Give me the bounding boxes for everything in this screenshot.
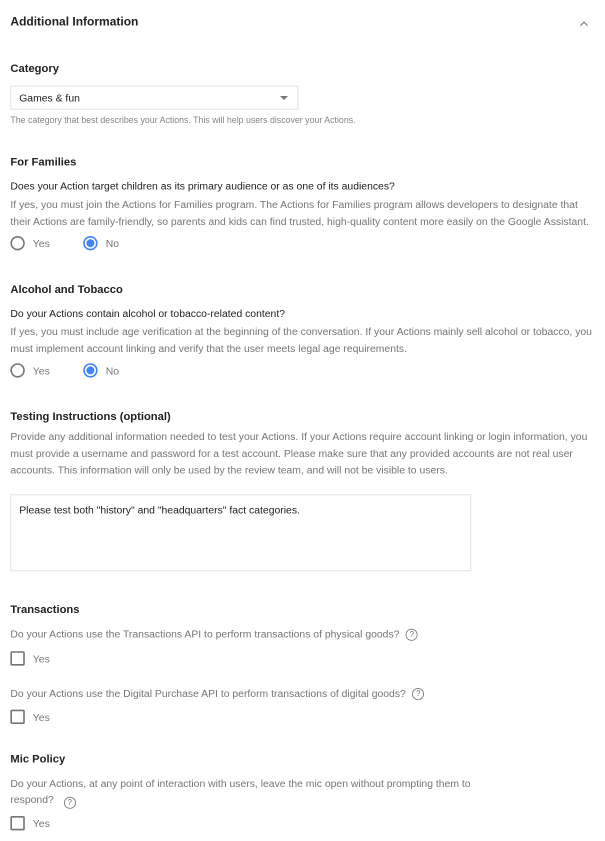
for-families-radio-no[interactable] (83, 236, 119, 250)
transactions-title: Transactions (10, 602, 80, 616)
transactions-physical-question: Do your Actions use the Transactions API to perform transactions of physical goods? (10, 628, 400, 640)
for-families-radio-yes[interactable] (10, 236, 49, 250)
category-helper-text: The category that best describes your Actions. This will help users discover your Actions. (10, 116, 356, 126)
checkbox-label[interactable]: Yes (32, 817, 50, 830)
alcohol-tobacco-radio-yes[interactable] (10, 363, 49, 377)
category-select[interactable] (10, 86, 298, 110)
radio-icon[interactable] (83, 363, 97, 377)
alcohol-tobacco-radio-group (10, 363, 593, 377)
category-selected-value: Games & fun (19, 91, 80, 104)
checkbox-icon[interactable] (10, 816, 24, 830)
dropdown-arrow-icon (280, 96, 288, 100)
radio-icon[interactable] (83, 236, 97, 250)
alcohol-tobacco-radio-no[interactable] (83, 363, 119, 377)
mic-policy-question-row (10, 776, 474, 809)
alcohol-tobacco-section (10, 282, 593, 377)
transactions-section (10, 602, 593, 724)
radio-label[interactable]: Yes (32, 237, 50, 250)
radio-icon[interactable] (10, 236, 24, 250)
help-icon[interactable]: ? (64, 797, 76, 809)
alcohol-tobacco-title: Alcohol and Tobacco (10, 282, 123, 296)
collapse-section-button[interactable] (574, 14, 593, 33)
radio-label[interactable]: No (105, 364, 120, 377)
category-section (10, 62, 593, 127)
transactions-digital-question-row (10, 686, 593, 702)
for-families-question: Does your Action target children as its primary audience or as one of its audiences? (10, 180, 395, 192)
alcohol-tobacco-question: Do your Actions contain alcohol or tobacco-related content? (10, 307, 286, 320)
for-families-description: If yes, you must join the Actions for Families program. The Actions for Families program allows developers to designate that their Actions are family-friendly, so parents and kids can find trusted, high-quality content more easily on the Google Assistant. (10, 198, 589, 228)
testing-instructions-section (10, 410, 593, 576)
mic-policy-section (10, 752, 593, 830)
panel-title: Additional Information (10, 15, 139, 29)
transactions-digital-question: Do your Actions use the Digital Purchase API to perform transactions of digital goods? (10, 687, 406, 700)
testing-instructions-title: Testing Instructions (optional) (10, 409, 171, 423)
for-families-title: For Families (10, 155, 77, 168)
radio-label[interactable]: Yes (32, 364, 50, 377)
testing-instructions-input[interactable] (10, 494, 471, 571)
chevron-up-icon (578, 18, 589, 29)
mic-policy-question: Do your Actions, at any point of interaction with users, leave the mic open without prompting them to respond? (10, 777, 471, 806)
transactions-physical-checkbox[interactable] (10, 651, 593, 665)
testing-instructions-description: Provide any additional information needed to test your Actions. If your Actions require account linking or login information, you must provide a username and password for a test account. Please make sure that any provided accounts are not real user accounts. This information will only be used by the review team, and will not be visible to users. (10, 430, 588, 476)
help-icon[interactable]: ? (412, 688, 424, 700)
checkbox-label[interactable]: Yes (32, 710, 50, 723)
category-label: Category (10, 61, 59, 75)
checkbox-icon[interactable] (10, 710, 24, 724)
radio-icon[interactable] (10, 363, 24, 377)
transactions-digital-checkbox[interactable] (10, 710, 593, 724)
transactions-physical-question-row (10, 626, 593, 642)
help-icon[interactable]: ? (406, 628, 418, 640)
checkbox-label[interactable]: Yes (32, 652, 50, 665)
for-families-radio-group (10, 236, 593, 250)
panel-header (10, 14, 593, 33)
alcohol-tobacco-description: If yes, you must include age verification at the beginning of the conversation. If your Actions mainly sell alcohol or tobacco, you must implement account linking and verify that the user meets legal age requirements. (10, 325, 592, 355)
mic-policy-checkbox[interactable] (10, 816, 593, 830)
for-families-section (10, 155, 593, 250)
checkbox-icon[interactable] (10, 651, 24, 665)
radio-label[interactable]: No (105, 237, 120, 250)
mic-policy-title: Mic Policy (10, 752, 66, 765)
